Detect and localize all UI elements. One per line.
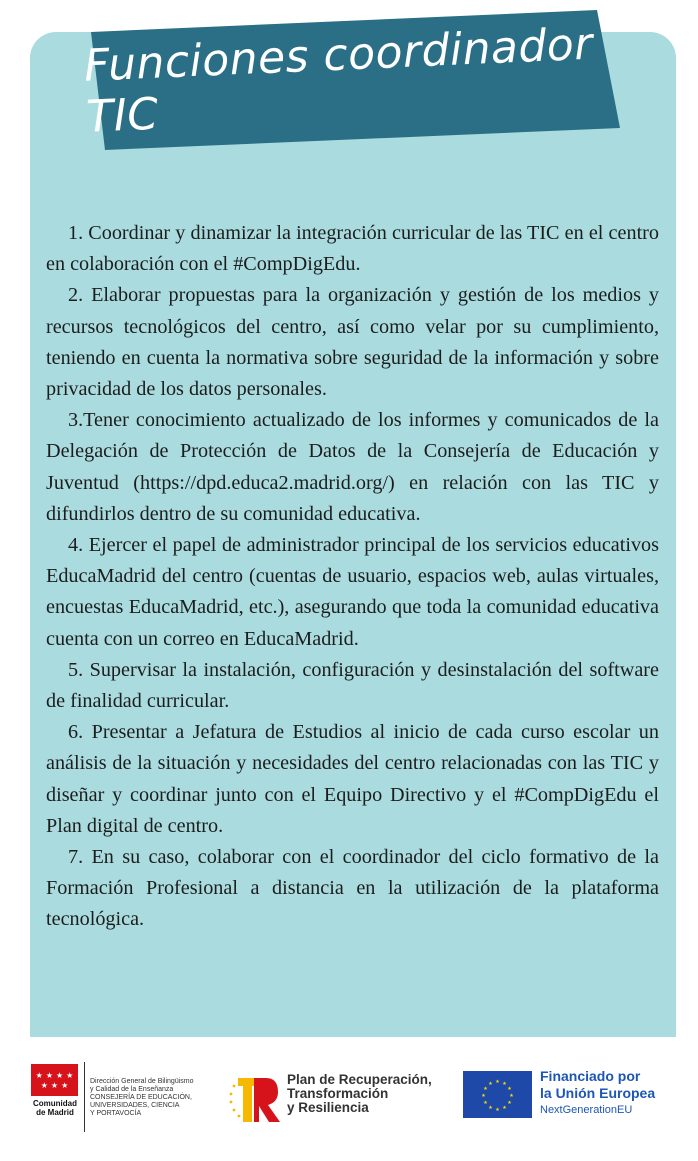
list-item: 5. Supervisar la instalación, configuración y desinstalación del software de finalidad curricular. <box>46 658 659 713</box>
functions-list <box>46 218 659 936</box>
comunidad-madrid-logo: ★ ★ ★ ★ ★ ★ ★ <box>31 1064 78 1096</box>
list-item: 3.Tener conocimiento actualizado de los informes y comunicados de la Delegación de Protección de Datos de la Consejería de Educación y Juventud (https://dpd.educa2.madrid.org/) en relación con las TIC y difundirlos dentro de su comunidad educativa. <box>46 409 659 525</box>
list-item: 6. Presentar a Jefatura de Estudios al inicio de cada curso escolar un análisis de la situación y necesidades del centro relacionadas con las TIC y diseñar y coordinar junto con el Equipo Directivo y el #CompDigEdu el Plan digital de centro. <box>46 721 659 837</box>
svg-text:★: ★ <box>483 1086 488 1092</box>
svg-text:★: ★ <box>488 1081 493 1087</box>
svg-text:★: ★ <box>495 1107 500 1113</box>
svg-text:★: ★ <box>507 1100 512 1106</box>
comunidad-madrid-name: Comunidad de Madrid <box>33 1099 77 1117</box>
page-title: Funciones coordinador TIC <box>83 18 594 143</box>
list-item: 7. En su caso, colaborar con el coordinador del ciclo formativo de la Formación Profesional a distancia en la utilización de la plataforma tecnológica. <box>46 846 659 931</box>
divider <box>84 1062 85 1132</box>
list-item: 4. Ejercer el papel de administrador principal de los servicios educativos EducaMadrid del centro (cuentas de usuario, espacios web, aulas virtuales, encuestas EducaMadrid, etc.), asegurando que toda la comunidad educativa cuenta con un correo en EducaMadrid. <box>46 534 659 650</box>
footer-logos <box>0 1040 698 1161</box>
svg-text:★: ★ <box>502 1081 507 1087</box>
svg-text:★: ★ <box>507 1086 512 1092</box>
eu-flag-icon <box>463 1071 532 1118</box>
svg-text:★: ★ <box>483 1100 488 1106</box>
list-item: 2. Elaborar propuestas para la organización y gestión de los medios y recursos tecnológicos del centro, así como velar por su cumplimiento, teniendo en cuenta la normativa sobre seguridad de la información y sobre privacidad de los datos personales. <box>46 284 659 401</box>
svg-text:★: ★ <box>502 1105 507 1111</box>
consejeria-text: Dirección General de Bilingüismo y Calidad de la Enseñanza CONSEJERÍA DE EDUCACIÓN, UNIVERSIDADES, CIENCIA Y PORTAVOCÍA <box>90 1078 194 1117</box>
list-item: 1. Coordinar y dinamizar la integración curricular de las TIC en el centro en colaboración con el #CompDigEdu. <box>46 222 659 276</box>
svg-text:★: ★ <box>509 1093 514 1099</box>
svg-text:★: ★ <box>488 1105 493 1111</box>
svg-text:★: ★ <box>495 1079 500 1085</box>
eu-funding-text: Financiado por la Unión Europea NextGenerationEU <box>540 1068 656 1116</box>
prtr-logo-icon <box>228 1070 284 1126</box>
svg-text:★: ★ <box>481 1093 486 1099</box>
title-banner <box>85 10 625 150</box>
prtr-text: Plan de Recuperación, Transformación y Resiliencia <box>287 1072 432 1115</box>
